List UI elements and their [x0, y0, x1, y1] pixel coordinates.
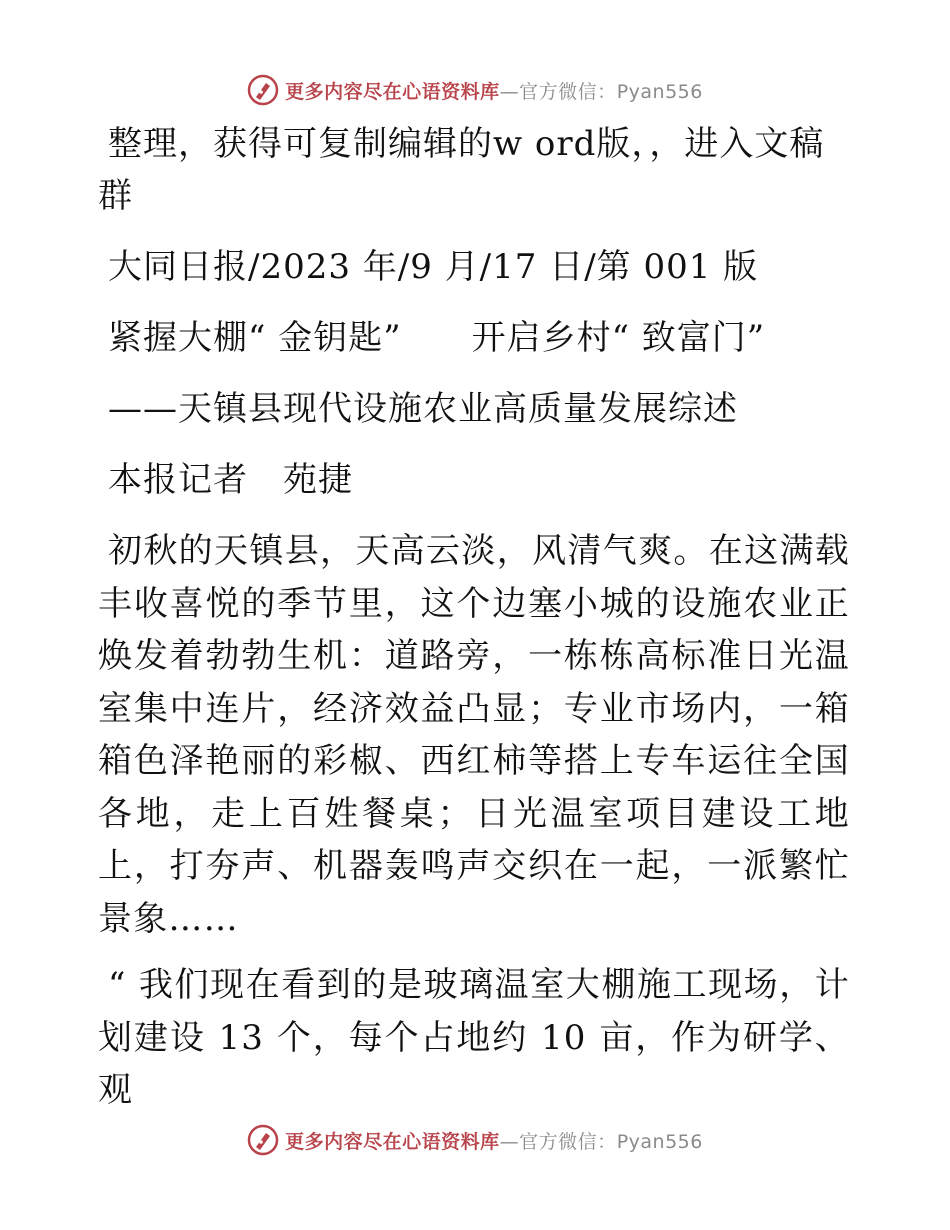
- paragraph-1: 初秋的天镇县，天高云淡，风清气爽。在这满载丰收喜悦的季节里，这个边塞小城的设施农业正焕发着勃勃生机：道路旁，一栋栋高标准日光温室集中连片，经济效益凸显；专业市场内，一箱箱色泽艳丽的彩椒、西红柿等搭上专车运往全国各地，走上百姓餐桌；日光温室项目建设工地上，打夯声、机器轰鸣声交织在一起，一派繁忙景象……: [98, 531, 850, 939]
- subtitle: ——天镇县现代设施农业高质量发展综述: [108, 389, 738, 429]
- banner-wechat-id: Pyan556: [616, 80, 703, 103]
- pen-nib-logo-icon: [247, 74, 279, 106]
- banner-main-text: 更多内容尽在心语资料库: [285, 1130, 500, 1153]
- banner-wechat-label: 官方微信：: [519, 1130, 617, 1153]
- pen-nib-logo-icon: [247, 1124, 279, 1156]
- source-line: 大同日报/2023 年/9 月/17 日/第 001 版: [108, 247, 759, 287]
- banner-main-text: 更多内容尽在心语资料库: [285, 80, 500, 103]
- document-body: [98, 118, 850, 1131]
- banner-separator: —: [499, 80, 520, 103]
- footer-watermark-banner: [0, 1120, 950, 1160]
- header-watermark-banner: [0, 70, 950, 110]
- byline: 本报记者 苑捷: [108, 460, 353, 500]
- paragraph-2: “ 我们现在看到的是玻璃温室大棚施工现场，计划建设 13 个，每个占地约 10 亩，作为研学、观: [98, 965, 850, 1110]
- intro-text: 整理，获得可复制编辑的w ord版，，进入文稿群: [98, 124, 825, 216]
- banner-separator: —: [499, 1130, 520, 1153]
- banner-wechat-id: Pyan556: [616, 1130, 703, 1153]
- banner-text: [285, 77, 703, 104]
- headline: 紧握大棚“ 金钥匙” 开启乡村“ 致富门”: [108, 318, 766, 358]
- banner-wechat-label: 官方微信：: [519, 80, 617, 103]
- banner-text: [285, 1127, 703, 1154]
